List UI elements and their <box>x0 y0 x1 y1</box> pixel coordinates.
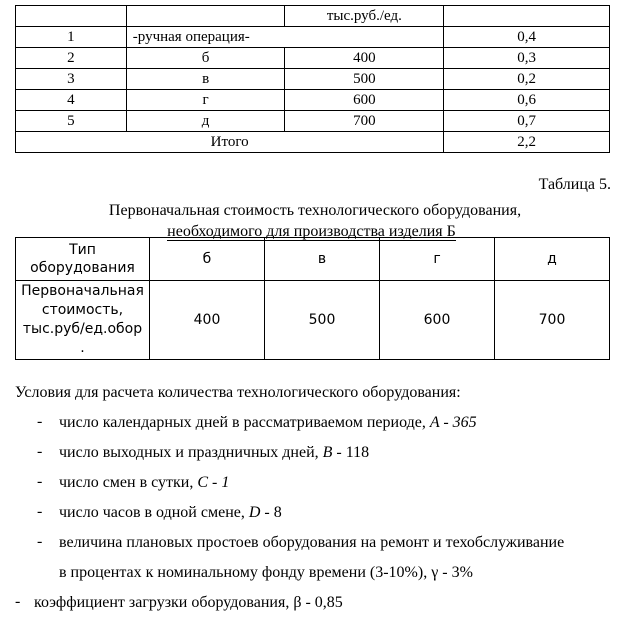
column-header: б <box>150 238 265 281</box>
column-header: д <box>495 238 610 281</box>
table-row: 2 б 400 0,3 <box>16 48 610 69</box>
list-item: коэффициент загрузки оборудования, β - 0,85 <box>34 594 343 611</box>
table-row: 4 г 600 0,6 <box>16 90 610 111</box>
table5-title-line1: Первоначальная стоимость технологического оборудования, <box>108 202 522 219</box>
table-row: 1 -ручная операция- 0,4 <box>16 27 610 48</box>
column-header: г <box>380 238 495 281</box>
equipment-coef-table <box>15 5 610 153</box>
list-bullet: - <box>15 593 21 610</box>
list-bullet: - <box>37 443 43 460</box>
total-value: 2,2 <box>444 132 610 153</box>
table-row: 3 в 500 0,2 <box>16 69 610 90</box>
initial-cost-table <box>15 237 610 360</box>
equipment-type-header: Тип оборудования <box>16 238 150 281</box>
initial-cost-label: Первоначальная стоимость, тыс.руб/ед.обор . <box>16 281 150 360</box>
table5-title-line2: необходимого для производства изделия Б <box>167 223 456 240</box>
list-bullet: - <box>37 503 43 520</box>
table-total-row <box>16 132 610 153</box>
cost-cell: 600 <box>380 281 495 360</box>
unit-header: тыс.руб./ед. <box>285 6 444 27</box>
list-item: величина плановых простоев оборудования на ремонт и техобслуживание <box>59 534 565 551</box>
total-label: Итого <box>16 132 444 153</box>
cost-cell: 500 <box>265 281 380 360</box>
list-bullet: - <box>37 533 43 550</box>
table-row: 5 д 700 0,7 <box>16 111 610 132</box>
cost-cell: 700 <box>495 281 610 360</box>
list-item: число часов в одной смене, D - 8 <box>59 504 282 521</box>
conditions-intro: Условия для расчета количества технологического оборудования: <box>15 384 461 401</box>
table-row <box>16 281 610 360</box>
cost-cell: 400 <box>150 281 265 360</box>
list-item: число выходных и праздничных дней, B - 118 <box>59 444 370 461</box>
list-item: число смен в сутки, C - 1 <box>59 474 230 491</box>
list-item-continuation: в процентах к номинальному фонду времени (3-10%), γ - 3% <box>59 564 473 581</box>
list-bullet: - <box>37 413 43 430</box>
table5-label: Таблица 5. <box>538 176 611 193</box>
table-header-row <box>16 6 610 27</box>
list-item: число календарных дней в рассматриваемом периоде, A - 365 <box>59 414 477 431</box>
table-header-row <box>16 238 610 281</box>
list-bullet: - <box>37 473 43 490</box>
column-header: в <box>265 238 380 281</box>
